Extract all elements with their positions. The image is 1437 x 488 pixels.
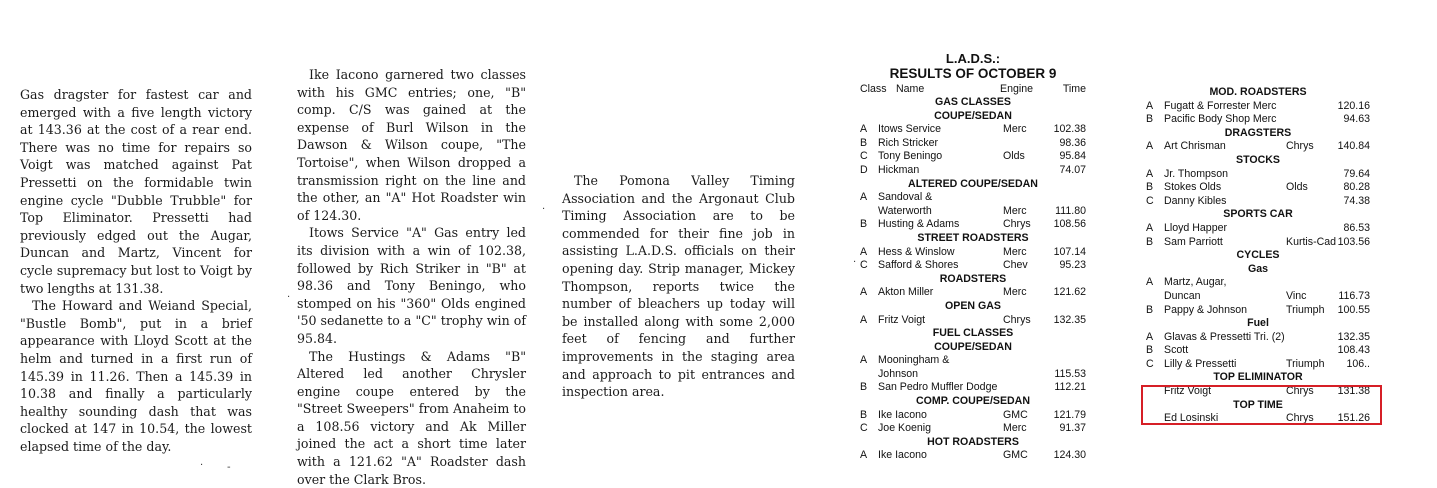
result-class: A [860, 246, 867, 260]
result-class: A [1146, 331, 1153, 345]
result-class: C [860, 259, 868, 273]
result-time: 106.. [1346, 358, 1370, 372]
article-paragraph: The Pomona Valley Timing Association and the Argonaut Club Timing Association are to be commended for their fine job in assisting L.A.D.S. officials on their opening day. Strip manager, Mickey Thompson, reports twice the number of bleachers up today will be installed along with some 2,000 feet of fencing and further improvements in the staging area and approach to pit entrances and inspection area. [562, 172, 795, 401]
results-section-heading: TOP TIME [1146, 399, 1370, 413]
result-time: 103.56 [1338, 236, 1370, 250]
result-class: B [860, 137, 867, 151]
result-class: A [860, 314, 867, 328]
results-section-heading: STREET ROADSTERS [860, 232, 1086, 246]
article-column-1 [20, 86, 252, 455]
print-speck: · [542, 204, 545, 215]
result-engine: Chev [1003, 259, 1028, 273]
results-row [1146, 290, 1370, 304]
result-engine: Chrys [1286, 412, 1314, 426]
result-name: Jr. Thompson [1164, 168, 1228, 182]
result-engine: Merc [1003, 286, 1027, 300]
results-row [860, 246, 1086, 260]
result-name: Waterworth [878, 205, 932, 219]
result-time: 140.84 [1338, 140, 1370, 154]
result-time: 108.43 [1338, 344, 1370, 358]
results-section-heading: HOT ROADSTERS [860, 436, 1086, 450]
result-name: San Pedro Muffler Dodge [878, 381, 997, 395]
result-class: A [1146, 140, 1153, 154]
results-row [860, 354, 1086, 368]
results-section-heading: DRAGSTERS [1146, 127, 1370, 141]
results-section-heading: FUEL CLASSES [860, 327, 1086, 341]
results-row [1146, 100, 1370, 114]
result-time: 111.80 [1055, 205, 1086, 219]
results-row [860, 150, 1086, 164]
result-name: Safford & Shores [878, 259, 958, 273]
result-engine: Olds [1003, 150, 1025, 164]
results-section-heading: TOP ELIMINATOR [1146, 371, 1370, 385]
result-class: C [860, 422, 868, 436]
header-name: Name [896, 82, 924, 96]
article-paragraph: Gas dragster for fastest car and emerged with a five length victory at 143.36 at the cost of a rear end. There was no time for repairs so Voigt was matched against Pat Pressetti on the formidable twin engine cycle "Dubble Trubble" for Top Eliminator. Pressetti had previously edged out the Augar, Duncan and Martz, Vincent for cycle supremacy but lost to Voigt by two lengths at 131.38. [20, 86, 252, 297]
result-engine: GMC [1003, 409, 1028, 423]
results-section-heading: CYCLES [1146, 249, 1370, 263]
result-engine: Merc [1003, 205, 1027, 219]
result-engine: Chrys [1003, 218, 1031, 232]
result-time: 94.63 [1343, 113, 1370, 127]
result-engine: Chrys [1003, 314, 1031, 328]
result-time: 120.16 [1338, 100, 1370, 114]
results-row [860, 368, 1086, 382]
results-body-right [1146, 86, 1370, 426]
result-time: 91.37 [1059, 422, 1086, 436]
result-time: 112.21 [1054, 381, 1086, 395]
result-class: A [860, 191, 867, 205]
results-row [860, 191, 1086, 205]
result-name: Duncan [1164, 290, 1201, 304]
results-row [860, 205, 1086, 219]
results-table-right [1146, 86, 1370, 426]
print-speck: - [227, 462, 231, 473]
result-class: A [1146, 222, 1153, 236]
results-section-heading: SPORTS CAR [1146, 208, 1370, 222]
result-name: Husting & Adams [878, 218, 959, 232]
result-engine: Kurtis-Cad [1286, 236, 1336, 250]
result-class: A [860, 449, 867, 463]
results-section-heading: Gas [1146, 263, 1370, 277]
article-paragraph: The Howard and Weiand Special, "Bustle Bomb", put in a brief appearance with Lloyd Scott at the helm and turned in a first run of 145.39 in 11.26. Then a 145.39 in 10.38 and finally a particularly healthy sounding dash that was clocked at 147 in 10.54, the lowest elapsed time of the day. [20, 297, 252, 455]
result-name: Art Chrisman [1164, 140, 1226, 154]
result-name: Sandoval & [878, 191, 932, 205]
result-time: 115.53 [1054, 368, 1086, 382]
result-time: 121.79 [1054, 409, 1086, 423]
result-class: A [1146, 276, 1153, 290]
results-row [860, 422, 1086, 436]
result-class: D [860, 164, 868, 178]
result-name: Pappy & Johnson [1164, 304, 1247, 318]
results-row [860, 259, 1086, 273]
result-name: Rich Stricker [878, 137, 938, 151]
result-time: 74.38 [1343, 195, 1370, 209]
article-paragraph: The Hustings & Adams "B" Altered led another Chrysler engine coupe entered by the "Street Sweepers" from Anaheim to a 108.56 victory and Ak Miller joined the act a short time later with a 121.62 "A" Roadster dash over the Clark Bros. [297, 348, 526, 488]
result-engine: Chrys [1286, 140, 1314, 154]
result-time: 108.56 [1054, 218, 1086, 232]
result-engine: Merc [1003, 123, 1027, 137]
results-section-heading: Fuel [1146, 317, 1370, 331]
result-name: Johnson [878, 368, 918, 382]
article-paragraph: Itows Service "A" Gas entry led its division with a win of 102.38, followed by Rich Striker in "B" at 98.36 and Tony Beningo, who stomped on his "360" Olds engined '50 sedanette to a "C" trophy win of 95.84. [297, 224, 526, 347]
result-class: B [860, 218, 867, 232]
results-header [860, 82, 1086, 96]
result-time: 74.07 [1059, 164, 1086, 178]
top-time-highlight-box [1141, 385, 1382, 425]
result-name: Mooningham & [878, 354, 949, 368]
result-time: 80.28 [1343, 181, 1370, 195]
results-row [860, 314, 1086, 328]
result-class: C [860, 150, 868, 164]
result-name: Hickman [878, 164, 919, 178]
results-section-heading: COMP. COUPE/SEDAN [860, 395, 1086, 409]
result-name: Martz, Augar, [1164, 276, 1226, 290]
result-class: B [860, 381, 867, 395]
result-name: Fugatt & Forrester Merc [1164, 100, 1276, 114]
result-time: 86.53 [1343, 222, 1370, 236]
results-row [860, 381, 1086, 395]
header-engine: Engine [1000, 82, 1033, 96]
result-class: B [1146, 181, 1153, 195]
result-time: 151.26 [1338, 412, 1370, 426]
result-name: Hess & Winslow [878, 246, 955, 260]
results-row [1146, 181, 1370, 195]
results-section-heading: COUPE/SEDAN [860, 110, 1086, 124]
result-class: B [1146, 236, 1153, 250]
results-row [1146, 236, 1370, 250]
header-class: Class [860, 82, 887, 96]
results-body-left [860, 96, 1086, 463]
results-row [1146, 168, 1370, 182]
result-name: Danny Kibles [1164, 195, 1226, 209]
results-row [860, 218, 1086, 232]
results-title: L.A.D.S.: [860, 52, 1086, 66]
result-time: 79.64 [1343, 168, 1370, 182]
result-name: Akton Miller [878, 286, 933, 300]
result-name: Joe Koenig [878, 422, 931, 436]
print-speck: · [200, 460, 203, 471]
result-engine: Vinc [1286, 290, 1306, 304]
result-engine: Merc [1003, 422, 1027, 436]
results-row [860, 137, 1086, 151]
result-class: B [1146, 113, 1153, 127]
print-speck: · [853, 257, 856, 268]
result-name: Stokes Olds [1164, 181, 1221, 195]
results-row [860, 123, 1086, 137]
result-engine: Olds [1286, 181, 1308, 195]
results-row [1146, 140, 1370, 154]
results-row [1146, 195, 1370, 209]
results-section-heading: ROADSTERS [860, 273, 1086, 287]
result-time: 121.62 [1054, 286, 1086, 300]
header-time: Time [1063, 82, 1086, 96]
result-name: Scott [1164, 344, 1188, 358]
results-row [1146, 358, 1370, 372]
result-time: 95.23 [1059, 259, 1086, 273]
result-time: 124.30 [1054, 449, 1086, 463]
result-name: Pacific Body Shop Merc [1164, 113, 1276, 127]
result-name: Ed Losinski [1164, 412, 1218, 426]
results-row [860, 286, 1086, 300]
result-class: C [1146, 195, 1154, 209]
result-engine: Merc [1003, 246, 1027, 260]
result-class: A [1146, 100, 1153, 114]
result-name: Fritz Voigt [1164, 385, 1211, 399]
results-subtitle: RESULTS OF OCTOBER 9 [860, 66, 1086, 82]
result-time: 131.38 [1338, 385, 1370, 399]
result-name: Lilly & Pressetti [1164, 358, 1236, 372]
result-engine: Chrys [1286, 385, 1314, 399]
result-time: 102.38 [1054, 123, 1086, 137]
result-engine: Triumph [1286, 304, 1324, 318]
result-name: Sam Parriott [1164, 236, 1223, 250]
result-class: A [860, 286, 867, 300]
result-class: B [1146, 344, 1153, 358]
result-engine: GMC [1003, 449, 1028, 463]
article-column-2 [297, 66, 526, 488]
result-name: Glavas & Pressetti Tri. (2) [1164, 331, 1285, 345]
results-section-heading: OPEN GAS [860, 300, 1086, 314]
results-table-left [860, 52, 1086, 463]
result-class: A [860, 123, 867, 137]
result-name: Fritz Voigt [878, 314, 925, 328]
results-row [1146, 276, 1370, 290]
results-row [1146, 113, 1370, 127]
result-class: B [860, 409, 867, 423]
results-row [1146, 344, 1370, 358]
result-class: A [860, 354, 867, 368]
results-row [860, 409, 1086, 423]
results-section-heading: ALTERED COUPE/SEDAN [860, 178, 1086, 192]
results-row [1146, 222, 1370, 236]
result-class: B [1146, 304, 1153, 318]
result-time: 132.35 [1338, 331, 1370, 345]
results-row [860, 164, 1086, 178]
results-row [1146, 304, 1370, 318]
results-section-heading: STOCKS [1146, 154, 1370, 168]
result-class: C [1146, 358, 1154, 372]
result-engine: Triumph [1286, 358, 1324, 372]
result-name: Itows Service [878, 123, 941, 137]
result-name: Tony Beningo [878, 150, 942, 164]
results-section-heading: COUPE/SEDAN [860, 341, 1086, 355]
result-time: 116.73 [1338, 290, 1370, 304]
result-time: 132.35 [1054, 314, 1086, 328]
result-time: 100.55 [1338, 304, 1370, 318]
results-section-heading: MOD. ROADSTERS [1146, 86, 1370, 100]
article-paragraph: Ike Iacono garnered two classes with his GMC entries; one, "B" comp. C/S was gained at the expense of Burl Wilson in the Dawson & Wilson coupe, "The Tortoise", when Wilson dropped a transmission right on the line and the other, an "A" Hot Roadster win of 124.30. [297, 66, 526, 224]
result-time: 95.84 [1059, 150, 1086, 164]
result-class: A [1146, 168, 1153, 182]
results-row [860, 449, 1086, 463]
result-name: Ike Iacono [878, 449, 927, 463]
result-name: Ike Iacono [878, 409, 927, 423]
print-speck: · [287, 292, 290, 303]
results-row [1146, 331, 1370, 345]
result-time: 107.14 [1054, 246, 1086, 260]
result-name: Lloyd Happer [1164, 222, 1227, 236]
article-column-3 [562, 172, 795, 401]
result-time: 98.36 [1059, 137, 1086, 151]
results-section-heading: GAS CLASSES [860, 96, 1086, 110]
